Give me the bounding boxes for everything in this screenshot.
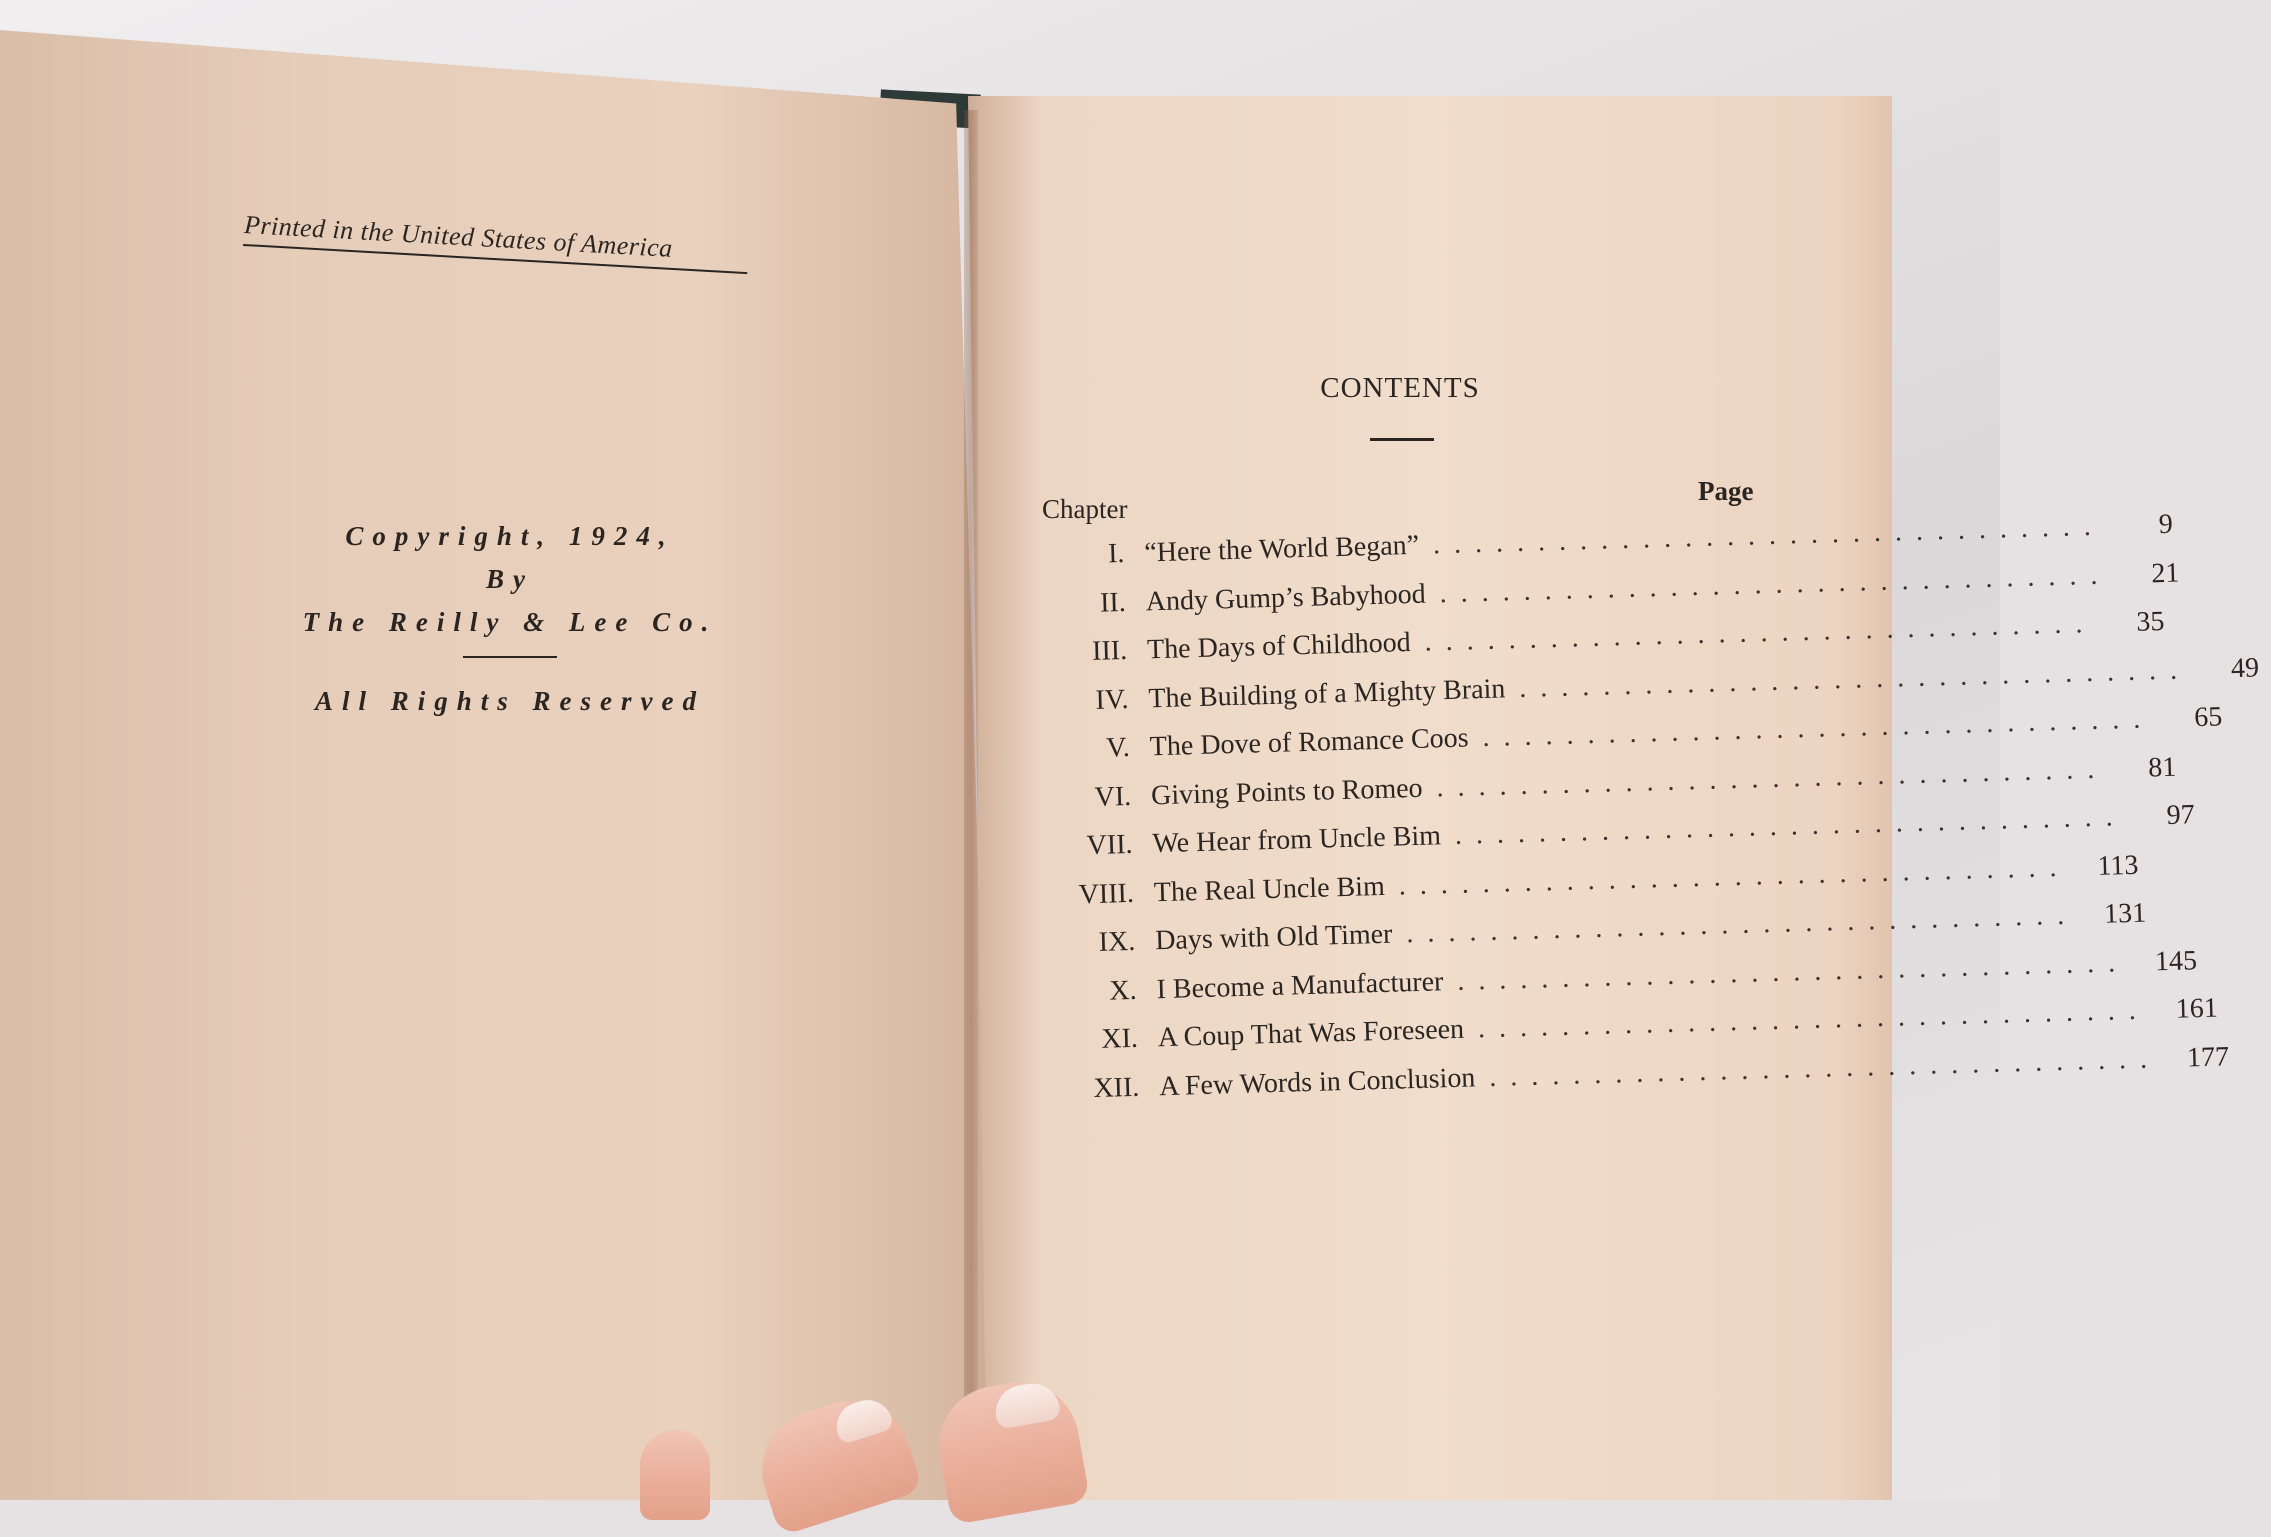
chapter-number: VIII.	[1078, 877, 1135, 910]
publisher-line: The Reilly & Lee Co.	[302, 607, 718, 637]
printed-notice: Printed in the United States of America	[243, 210, 749, 274]
chapter-number: II.	[1099, 586, 1127, 619]
copyright-line: Copyright, 1924,	[345, 521, 675, 551]
chapter-number: IV.	[1095, 683, 1129, 716]
chapter-number: III.	[1091, 634, 1128, 667]
table-of-contents	[1052, 508, 2260, 1122]
chapter-page: 65	[2193, 701, 2223, 734]
chapter-title: Giving Points to Romeo	[1150, 772, 1423, 811]
finger	[747, 1386, 924, 1537]
chapter-page: 97	[2166, 799, 2196, 831]
chapter-number: IX.	[1098, 925, 1136, 958]
chapter-number: VII.	[1086, 828, 1133, 862]
chapter-page: 145	[2154, 944, 2198, 977]
chapter-title: I Become a Manufacturer	[1156, 965, 1444, 1005]
chapter-title: A Few Words in Conclusion	[1158, 1061, 1476, 1102]
chapter-number: XII.	[1093, 1071, 1140, 1104]
leader-dots: ................................	[1477, 994, 2151, 1045]
chapter-page: 81	[2147, 751, 2177, 783]
contents-title: CONTENTS	[1320, 372, 1480, 404]
chapter-title: Days with Old Timer	[1154, 918, 1393, 957]
by-line: By	[486, 564, 534, 594]
leader-dots: ................................	[1398, 851, 2071, 901]
chapter-title: The Days of Childhood	[1146, 627, 1412, 666]
page-column-header: Page	[1698, 476, 1754, 506]
chapter-title: We Hear from Uncle Bim	[1152, 820, 1442, 860]
leader-dots: ................................	[1482, 703, 2155, 754]
chapter-page: 49	[2230, 651, 2260, 684]
chapter-title: Andy Gump’s Babyhood	[1145, 578, 1427, 617]
leader-dots: ................................	[1518, 653, 2192, 704]
fingernail	[992, 1379, 1062, 1430]
chapter-number: VI.	[1094, 780, 1132, 813]
chapter-number: V.	[1105, 731, 1131, 764]
leader-dots: ................................	[1456, 946, 2130, 997]
chapter-page: 177	[2186, 1040, 2230, 1074]
book-gutter	[964, 110, 978, 1500]
copyright-divider	[463, 656, 557, 658]
chapter-page: 35	[2135, 605, 2165, 638]
copyright-block	[270, 515, 750, 723]
leader-dots: ................................	[1439, 558, 2112, 609]
finger	[930, 1373, 1090, 1525]
holding-hand	[640, 1370, 1260, 1510]
chapter-title: The Real Uncle Bim	[1153, 870, 1386, 908]
chapter-title: A Coup That Was Foreseen	[1157, 1013, 1465, 1054]
contents-divider	[1370, 438, 1434, 441]
leader-dots: ................................	[1488, 1042, 2162, 1093]
fingernail	[830, 1394, 894, 1446]
chapter-page: 161	[2175, 992, 2219, 1025]
leader-dots: ................................	[1436, 753, 2109, 803]
chapter-page: 21	[2150, 557, 2180, 589]
rights-line: All Rights Reserved	[314, 686, 705, 716]
leader-dots: ................................	[1432, 510, 2106, 561]
chapter-number: I.	[1107, 537, 1125, 570]
chapter-number: X.	[1108, 974, 1138, 1007]
leader-dots: ................................	[1424, 607, 2097, 658]
leader-dots: ................................	[1405, 899, 2079, 950]
chapter-title: The Dove of Romance Coos	[1149, 722, 1469, 763]
chapter-number: XI.	[1100, 1022, 1139, 1055]
leader-dots: ................................	[1454, 801, 2128, 851]
chapter-column-header: Chapter	[1042, 494, 1128, 524]
chapter-page: 113	[2097, 849, 2139, 882]
finger	[640, 1430, 710, 1520]
chapter-page: 9	[2158, 508, 2174, 541]
chapter-title: The Building of a Mighty Brain	[1148, 672, 1506, 714]
chapter-title: “Here the World Began”	[1143, 529, 1420, 569]
chapter-page: 131	[2103, 897, 2147, 930]
